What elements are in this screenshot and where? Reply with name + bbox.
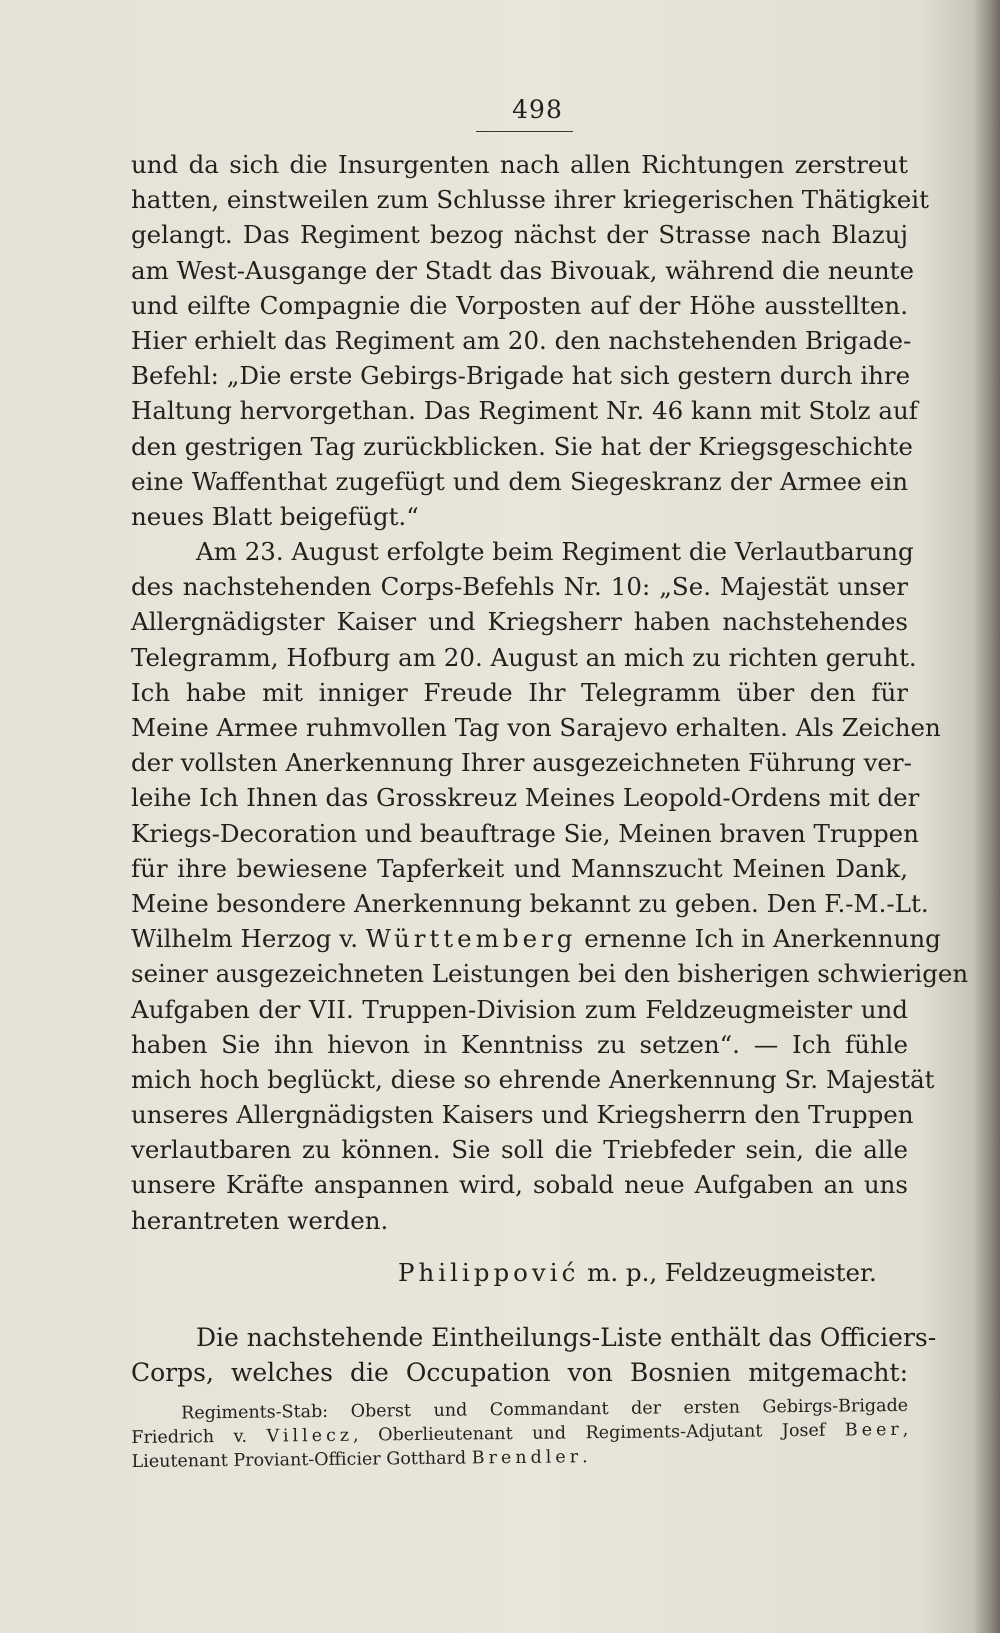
spaced-name: Brendler (471, 1447, 583, 1469)
text-line: Kriegs-Decoration und beauftrage Sie, Meinen braven Truppen (131, 818, 919, 848)
text-line: Corps, welches die Occupation von Bosnien mitgemacht: (131, 1358, 908, 1388)
text-line: und da sich die Insurgenten nach allen Richtungen zerstreut (131, 150, 908, 179)
paragraph-1 (131, 147, 929, 534)
page-number-rule (476, 131, 573, 132)
text-line: neues Blatt beigefügt.“ (131, 501, 419, 531)
text-line: Aufgaben der VII. Truppen-Division zum Feldzeugmeister und (131, 994, 908, 1024)
text-line: der vollsten Anerkennung Ihrer ausgezeichneten Führung ver- (131, 748, 912, 778)
text-fragment: , (902, 1419, 909, 1440)
text-line: Telegramm, Hofburg am 20. August an mich zu richten geruht. (131, 642, 917, 672)
text-line-wilhelm (131, 921, 941, 956)
text-line: hatten, einstweilen zum Schlusse ihrer kriegerischen Thätigkeit (131, 185, 929, 215)
text-fragment: Lieutenant Proviant-Officier Gotthard (131, 1448, 472, 1472)
text-line: Die nachstehende Eintheilungs-Liste enthält das Officiers- (196, 1323, 937, 1352)
text-fragment: Wilhelm Herzog v. (131, 924, 366, 954)
text-line: seiner ausgezeichneten Leistungen bei den bisherigen schwierigen (131, 959, 969, 989)
text-line: und eilfte Compagnie die Vorposten auf der Höhe ausstellten. (131, 290, 908, 320)
signature-name: Philippović (398, 1258, 580, 1287)
list-intro (131, 1320, 937, 1390)
spaced-name: Villecz (266, 1425, 354, 1447)
paragraph-2 (131, 534, 969, 1238)
text-line: eine Waffenthat zugefügt und dem Siegeskranz der Armee ein (131, 466, 908, 496)
staff-line: Regiments-Stab: Oberst und Commandant der ersten Gebirgs-Brigade (181, 1395, 909, 1424)
text-line: haben Sie ihn hievon in Kenntniss zu setzen“. — Ich fühle (131, 1029, 908, 1059)
text-line: Haltung hervorgethan. Das Regiment Nr. 46 kann mit Stolz auf (131, 396, 918, 426)
text-line: leihe Ich Ihnen das Grosskreuz Meines Leopold-Ordens mit der (131, 783, 920, 813)
body-text (131, 147, 969, 1238)
text-line: Meine Armee ruhmvollen Tag von Sarajevo erhalten. Als Zeichen (131, 713, 941, 742)
staff-entry (131, 1394, 909, 1474)
text-line: Befehl: „Die erste Gebirgs-Brigade hat sich gestern durch ihre (131, 361, 911, 391)
text-line: mich hoch beglückt, diese so ehrende Anerkennung Sr. Majestät (131, 1064, 935, 1094)
signature-suffix: m. p., Feldzeugmeister. (579, 1258, 877, 1287)
text-line: Meine besondere Anerkennung bekannt zu geben. Den F.-M.-Lt. (131, 888, 929, 918)
spaced-name: Württemberg (365, 924, 577, 954)
text-line: Hier erhielt das Regiment am 20. den nachstehenden Brigade- (131, 325, 912, 355)
page-number: 498 (512, 95, 563, 124)
text-line: des nachstehenden Corps-Befehls Nr. 10: „Se. Majestät unser (131, 572, 908, 602)
text-line: verlautbaren zu können. Sie soll die Triebfeder sein, die alle (131, 1135, 908, 1165)
text-fragment: . (581, 1447, 588, 1468)
text-fragment: ernenne Ich in Anerkennung (576, 924, 941, 954)
text-line: am West-Ausgange der Stadt das Bivouak, während die neunte (131, 255, 915, 285)
text-line: den gestrigen Tag zurückblicken. Sie hat der Kriegsgeschichte (131, 431, 913, 461)
text-fragment: , Oberlieutenant und Regiments-Adjutant Josef (352, 1420, 845, 1446)
text-fragment: Friedrich v. (131, 1426, 267, 1448)
spaced-name: Beer (844, 1419, 903, 1441)
text-line: unsere Kräfte anspannen wird, sobald neue Aufgaben an uns (131, 1170, 908, 1200)
text-line: gelangt. Das Regiment bezog nächst der Strasse nach Blazuj (131, 220, 908, 250)
text-line: Am 23. August erfolgte beim Regiment die Verlautbarung (196, 537, 914, 567)
page-binding-shadow (974, 0, 1000, 1633)
signature-line (398, 1258, 877, 1287)
text-line: für ihre bewiesene Tapferkeit und Mannszucht Meinen Dank, (131, 853, 908, 883)
text-line: Ich habe mit inniger Freude Ihr Telegramm über den für (131, 677, 908, 707)
text-line: unseres Allergnädigsten Kaisers und Kriegsherrn den Truppen (131, 1100, 914, 1130)
text-line: Allergnädigster Kaiser und Kriegsherr haben nachstehendes (131, 607, 908, 637)
text-line: herantreten werden. (131, 1205, 389, 1235)
